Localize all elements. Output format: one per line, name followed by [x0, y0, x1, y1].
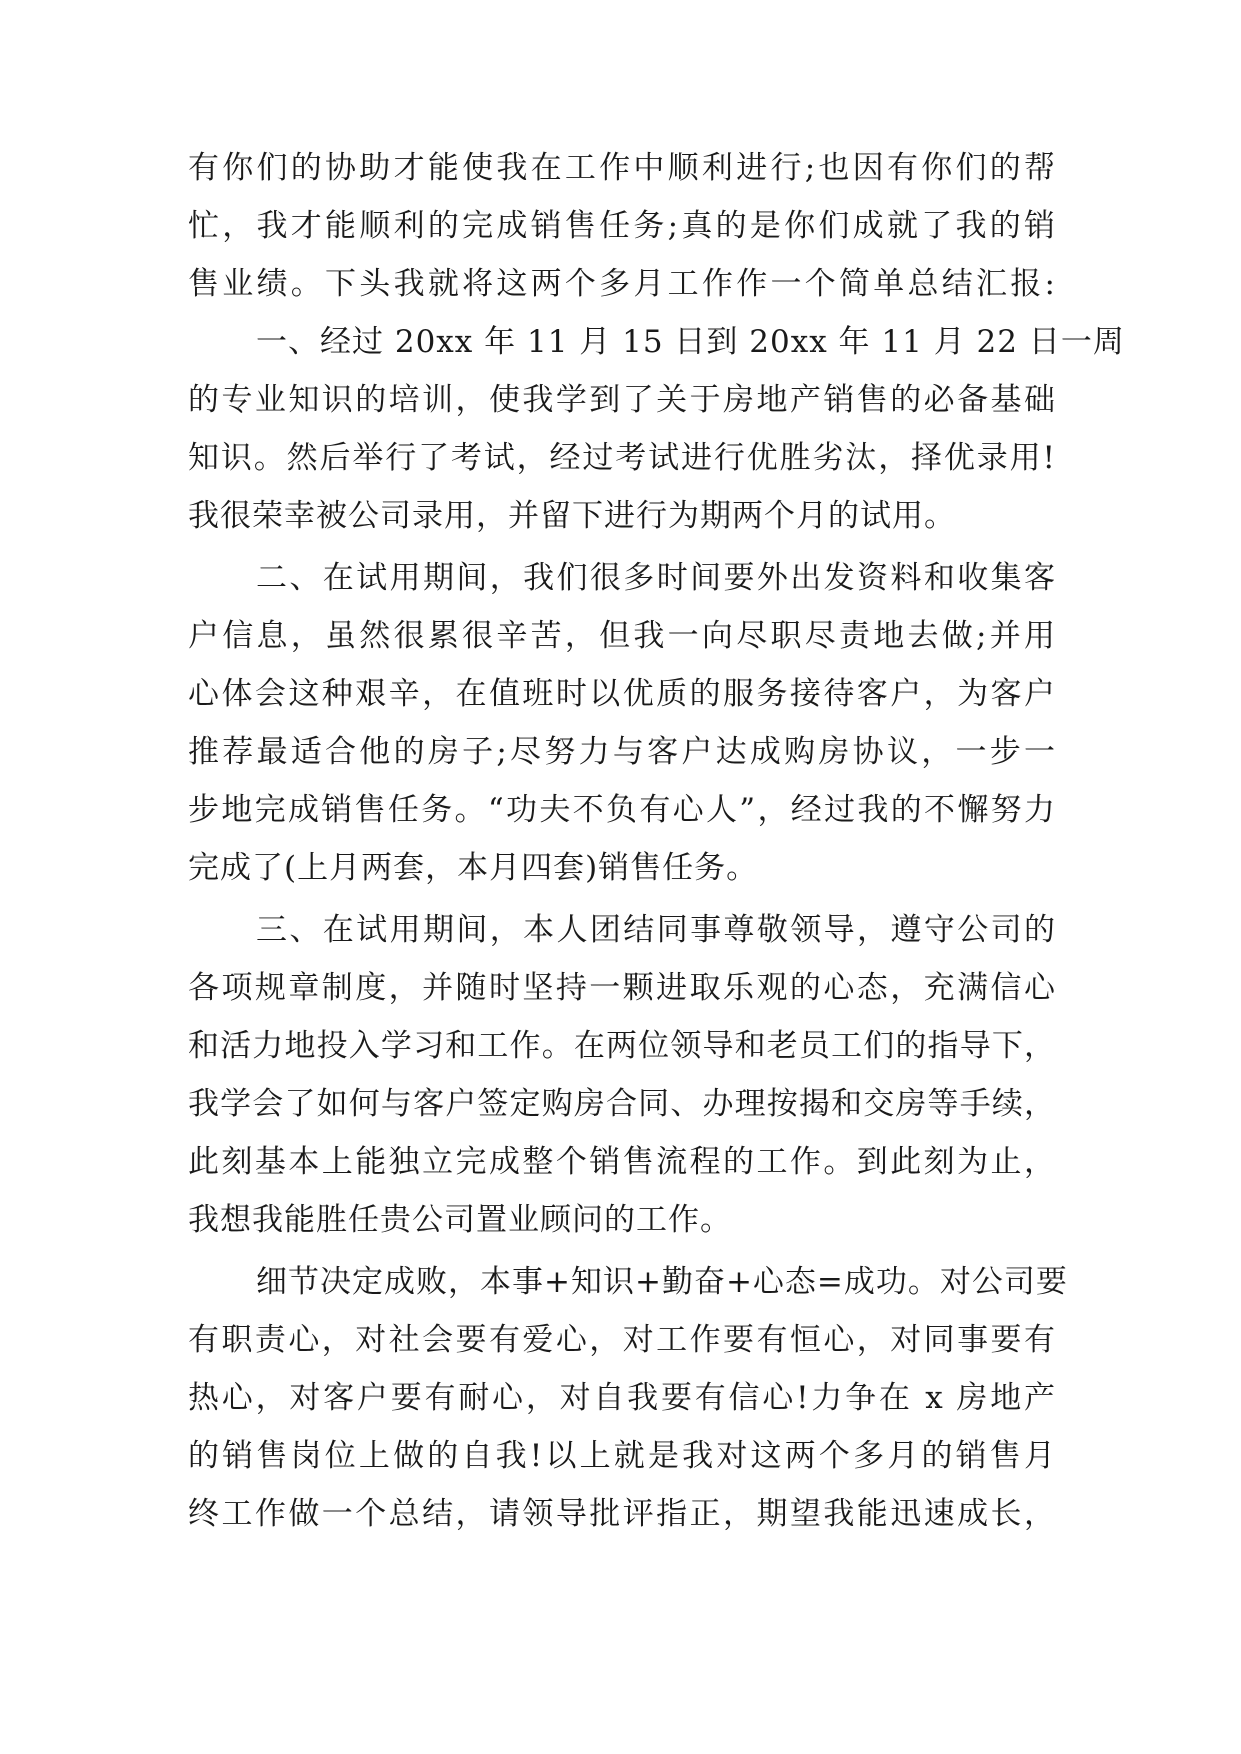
text-line: 知识。然后举行了考试，经过考试进行优胜劣汰，择优录用!: [188, 440, 1056, 476]
paragraph-1-start: 一、经过 20xx 年 11 月 15 日到 20xx 年 11 月 22 日一周: [256, 324, 1125, 360]
text-line: 售业绩。下头我就将这两个多月工作作一个简单总结汇报:: [188, 266, 1056, 302]
text-line: 户信息，虽然很累很辛苦，但我一向尽职尽责地去做;并用: [188, 618, 1056, 654]
text-line: 此刻基本上能独立完成整个销售流程的工作。到此刻为止，: [188, 1144, 1056, 1180]
text-line: 忙，我才能顺利的完成销售任务;真的是你们成就了我的销: [188, 208, 1056, 244]
text-line: 各项规章制度，并随时坚持一颗进取乐观的心态，充满信心: [188, 970, 1056, 1006]
text-line: 我学会了如何与客户签定购房合同、办理按揭和交房等手续，: [188, 1086, 1056, 1122]
text-line: 和活力地投入学习和工作。在两位领导和老员工们的指导下，: [188, 1028, 1056, 1064]
text-line: 的专业知识的培训，使我学到了关于房地产销售的必备基础: [188, 382, 1056, 418]
paragraph-3-start: 三、在试用期间，本人团结同事尊敬领导，遵守公司的: [256, 912, 1056, 948]
text-line: 步地完成销售任务。“功夫不负有心人”，经过我的不懈努力: [188, 792, 1056, 828]
text-line: 有职责心，对社会要有爱心，对工作要有恒心，对同事要有: [188, 1322, 1056, 1358]
text-line: 的销售岗位上做的自我!以上就是我对这两个多月的销售月: [188, 1438, 1056, 1474]
text-line: 推荐最适合他的房子;尽努力与客户达成购房协议，一步一: [188, 734, 1056, 770]
text-line: 我很荣幸被公司录用，并留下进行为期两个月的试用。: [188, 498, 956, 534]
paragraph-2-start: 二、在试用期间，我们很多时间要外出发资料和收集客: [256, 560, 1056, 596]
text-line: 心体会这种艰辛，在值班时以优质的服务接待客户，为客户: [188, 676, 1056, 712]
text-line: 终工作做一个总结，请领导批评指正，期望我能迅速成长，: [188, 1496, 1056, 1532]
text-line: 完成了(上月两套，本月四套)销售任务。: [188, 850, 759, 886]
text-line: 有你们的协助才能使我在工作中顺利进行;也因有你们的帮: [188, 150, 1056, 186]
text-line: 我想我能胜任贵公司置业顾问的工作。: [188, 1202, 732, 1238]
paragraph-4-start: 细节决定成败，本事+知识+勤奋+心态=成功。对公司要: [256, 1264, 1068, 1300]
text-line: 热心，对客户要有耐心，对自我要有信心!力争在 x 房地产: [188, 1380, 1056, 1416]
